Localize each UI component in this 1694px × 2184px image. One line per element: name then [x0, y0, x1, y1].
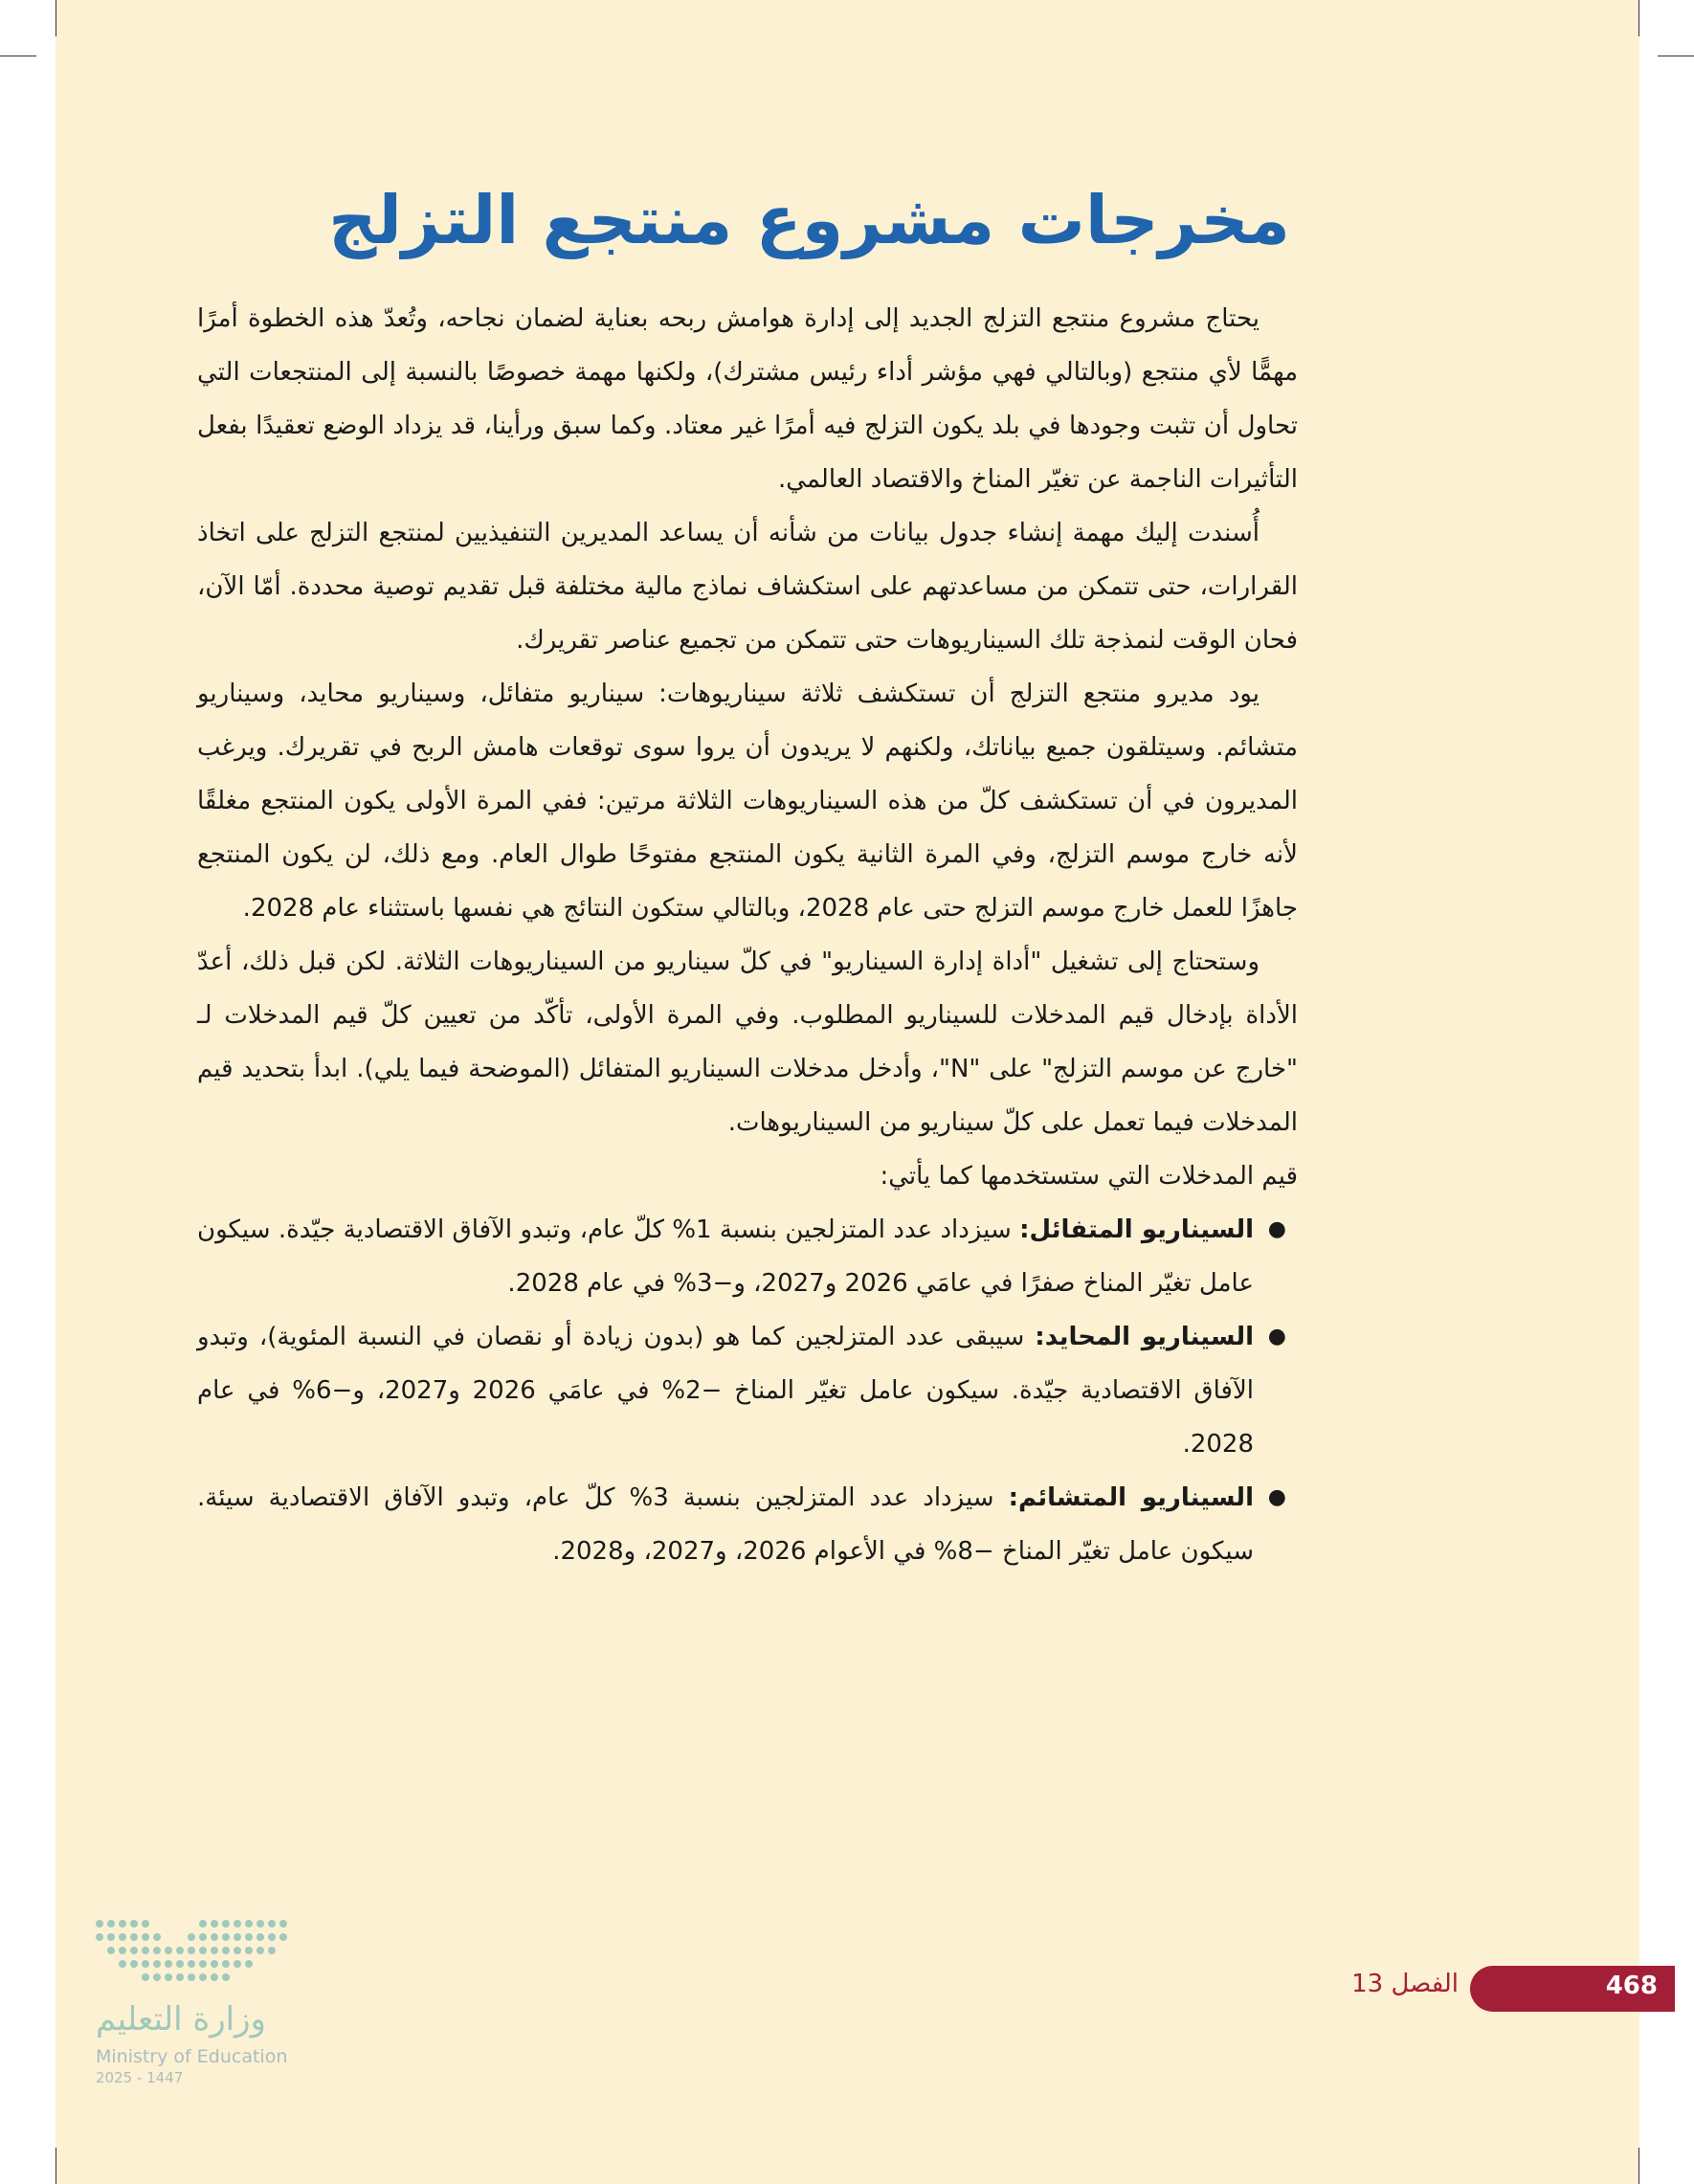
scenario-label: السيناريو المحايد: [1035, 1323, 1254, 1351]
page-number-tab [1470, 1966, 1675, 2012]
scenario-label: السيناريو المتفائل: [1019, 1215, 1254, 1244]
list-item [197, 1203, 1298, 1310]
scenario-text: سيزداد عدد المتزلجين بنسبة 3% كلّ عام، وتبدو الآفاق الاقتصادية سيئة. سيكون عامل تغيّر المناخ −8% في الأعوام 2026، و2027، و2028. [197, 1483, 1254, 1566]
scenario-text: سيزداد عدد المتزلجين بنسبة 1% كلّ عام، وتبدو الآفاق الاقتصادية جيّدة. سيكون عامل تغيّر المناخ صفرًا في عامَي 2026 و2027، و−3% في عام 2028. [197, 1215, 1254, 1298]
scenario-text: سيبقى عدد المتزلجين كما هو (بدون زيادة أو نقصان في النسبة المئوية)، وتبدو الآفاق الاقتصادية جيّدة. سيكون عامل تغيّر المناخ −2% في عامَي 2026 و2027، و−6% في عام 2028. [197, 1323, 1255, 1459]
paragraph: وستحتاج إلى تشغيل "أداة إدارة السيناريو" في كلّ سيناريو من السيناريوهات الثلاثة. لكن قبل ذلك، أعدّ الأداة بإدخال قيم المدخلات للسيناريو المطلوب. وفي المرة الأولى، تأكّد من تعيين كلّ قيم المدخلات لـ "خارج عن موسم التزلج" على "N"، وأدخل مدخلات السيناريو المتفائل (الموضحة فيما يلي). ابدأ بتحديد قيم المدخلات فيما تعمل على كلّ سيناريو من السيناريوهات. [197, 947, 1298, 1137]
ministry-logo-icon [88, 1914, 308, 2000]
bullet-icon: ● [1267, 1485, 1286, 1509]
paragraph: يحتاج مشروع منتجع التزلج الجديد إلى إدارة هوامش ربحه بعناية لضمان نجاحه، وتُعدّ هذه الخطوة أمرًا مهمًّا لأي منتجع (وبالتالي فهي مؤشر أداء رئيس مشترك)، ولكنها مهمة خصوصًا بالنسبة إلى المنتجعات التي تحاول أن تثبت وجودها في بلد يكون التزلج فيه أمرًا غير معتاد. وكما سبق ورأينا، قد يزداد الوضع تعقيدًا بفعل التأثيرات الناجمة عن تغيّر المناخ والاقتصاد العالمي. [197, 304, 1298, 494]
ministry-year: 2025 - 1447 [96, 2069, 184, 2086]
scenario-list [197, 1203, 1298, 1578]
crop-mark [1638, 2148, 1639, 2184]
bullet-icon: ● [1267, 1217, 1286, 1241]
body-text [197, 292, 1298, 1578]
list-item [197, 1471, 1298, 1578]
ministry-name-arabic: وزارة التعليم [96, 2000, 266, 2039]
list-item [197, 1310, 1298, 1471]
bullet-icon: ● [1267, 1325, 1286, 1348]
ministry-name-english: Ministry of Education [96, 2046, 288, 2067]
page-title: مخرجات مشروع منتجع التزلج [328, 181, 1290, 259]
page-number: 468 [1605, 1972, 1658, 2000]
paragraph: يود مديرو منتجع التزلج أن تستكشف ثلاثة سيناريوهات: سيناريو متفائل، وسيناريو محايد، وسيناريو متشائم. وسيتلقون جميع بياناتك، ولكنهم لا يريدون أن يروا سوى توقعات هامش الربح في تقريرك. ويرغب المديرون في أن تستكشف كلّ من هذه السيناريوهات الثلاثة مرتين: ففي المرة الأولى يكون المنتجع مغلقًا لأنه خارج موسم التزلج، وفي المرة الثانية يكون المنتجع مفتوحًا طوال العام. ومع ذلك، لن يكون المنتجع جاهزًا للعمل خارج موسم التزلج حتى عام 2028، وبالتالي ستكون النتائج هي نفسها باستثناء عام 2028. [197, 680, 1298, 923]
crop-mark [1638, 0, 1639, 36]
scenario-label: السيناريو المتشائم: [1008, 1483, 1254, 1512]
paragraph: أُسندت إليك مهمة إنشاء جدول بيانات من شأنه أن يساعد المديرين التنفيذيين لمنتجع التزلج على اتخاذ القرارات، حتى تتمكن من مساعدتهم على استكشاف نماذج مالية مختلفة قبل تقديم توصية محددة. أمّا الآن، فحان الوقت لنمذجة تلك السيناريوهات حتى تتمكن من تجميع عناصر تقريرك. [197, 519, 1298, 655]
chapter-label: الفصل 13 [1351, 1970, 1459, 1998]
list-intro: قيم المدخلات التي ستستخدمها كما يأتي: [880, 1162, 1298, 1191]
